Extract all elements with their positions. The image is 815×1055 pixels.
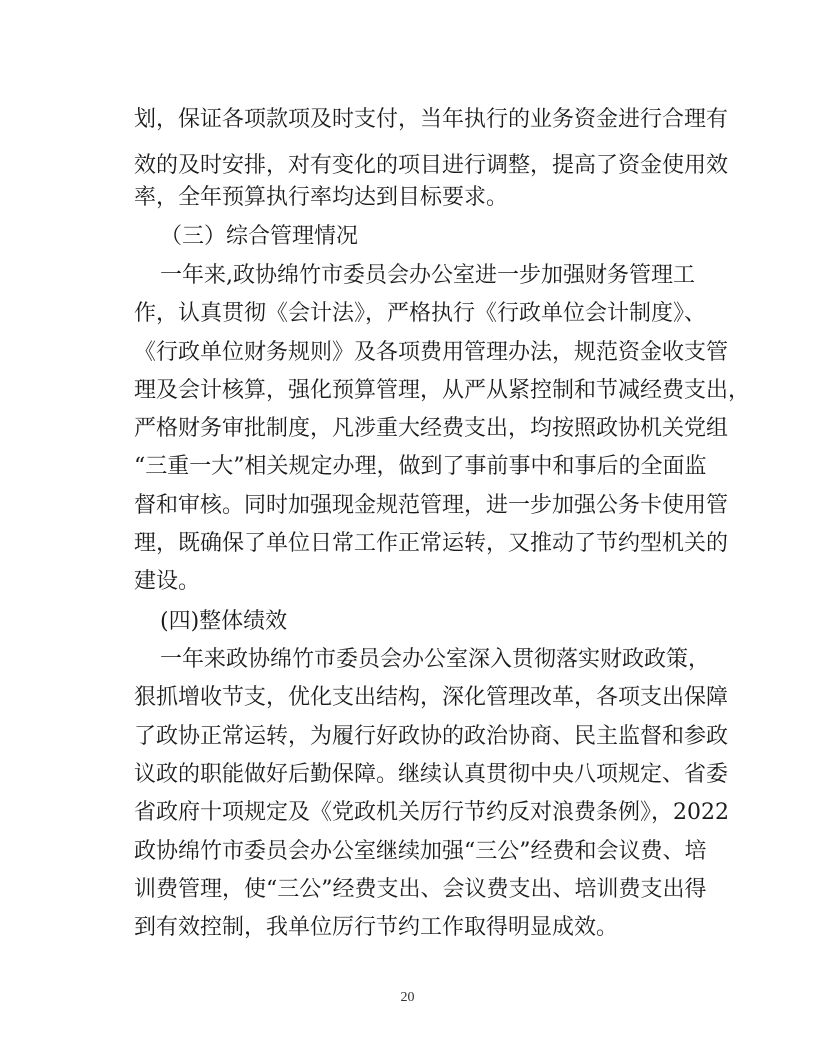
body-line: 理及会计核算，强化预算管理，从严从紧控制和节减经费支出， (134, 378, 751, 403)
body-line: 理，既确保了单位日常工作正常运转，又推动了节约型机关的 (134, 531, 729, 556)
body-line: 到有效控制，我单位厉行节约工作取得明显成效。 (134, 915, 619, 940)
body-line: 作，认真贯彻《会计法》，严格执行《行政单位会计制度》、 (134, 301, 707, 326)
section-heading-3: （三）综合管理情况 (160, 224, 359, 249)
body-line: 省政府十项规定及《党政机关厉行节约反对浪费条例》，2022 (134, 800, 729, 825)
body-line: 督和审核。同时加强现金规范管理，进一步加强公务卡使用管 (134, 493, 729, 518)
body-line: 了政协正常运转，为履行好政协的政治协商、民主监督和参政 (134, 724, 729, 749)
body-line: 建设。 (134, 569, 201, 594)
body-line: “三重一大”相关规定办理，做到了事前事中和事后的全面监 (134, 454, 707, 479)
body-line: 率，全年预算执行率均达到目标要求。 (134, 185, 509, 210)
body-line: 政协绵竹市委员会办公室继续加强“三公”经费和会议费、培 (134, 839, 707, 864)
body-line: 严格财务审批制度，凡涉重大经费支出，均按照政协机关党组 (134, 416, 729, 441)
body-line: 效的及时安排，对有变化的项目进行调整，提高了资金使用效 (134, 153, 729, 178)
body-line: 议政的职能做好后勤保障。继续认真贯彻中央八项规定、省委 (134, 762, 729, 787)
body-line: 一年来,政协绵竹市委员会办公室进一步加强财务管理工 (160, 263, 695, 288)
body-line: 划，保证各项款项及时支付，当年执行的业务资金进行合理有 (134, 107, 729, 132)
body-line: 《行政单位财务规则》及各项费用管理办法，规范资金收支管 (134, 340, 729, 365)
page-number: 20 (400, 990, 415, 1005)
section-heading-4: (四)整体绩效 (160, 609, 288, 634)
body-line: 狠抓增收节支，优化支出结构，深化管理改革，各项支出保障 (134, 685, 729, 710)
body-line: 一年来政协绵竹市委员会办公室深入贯彻落实财政政策， (160, 647, 711, 672)
body-line: 训费管理，使“三公”经费支出、会议费支出、培训费支出得 (134, 877, 707, 902)
